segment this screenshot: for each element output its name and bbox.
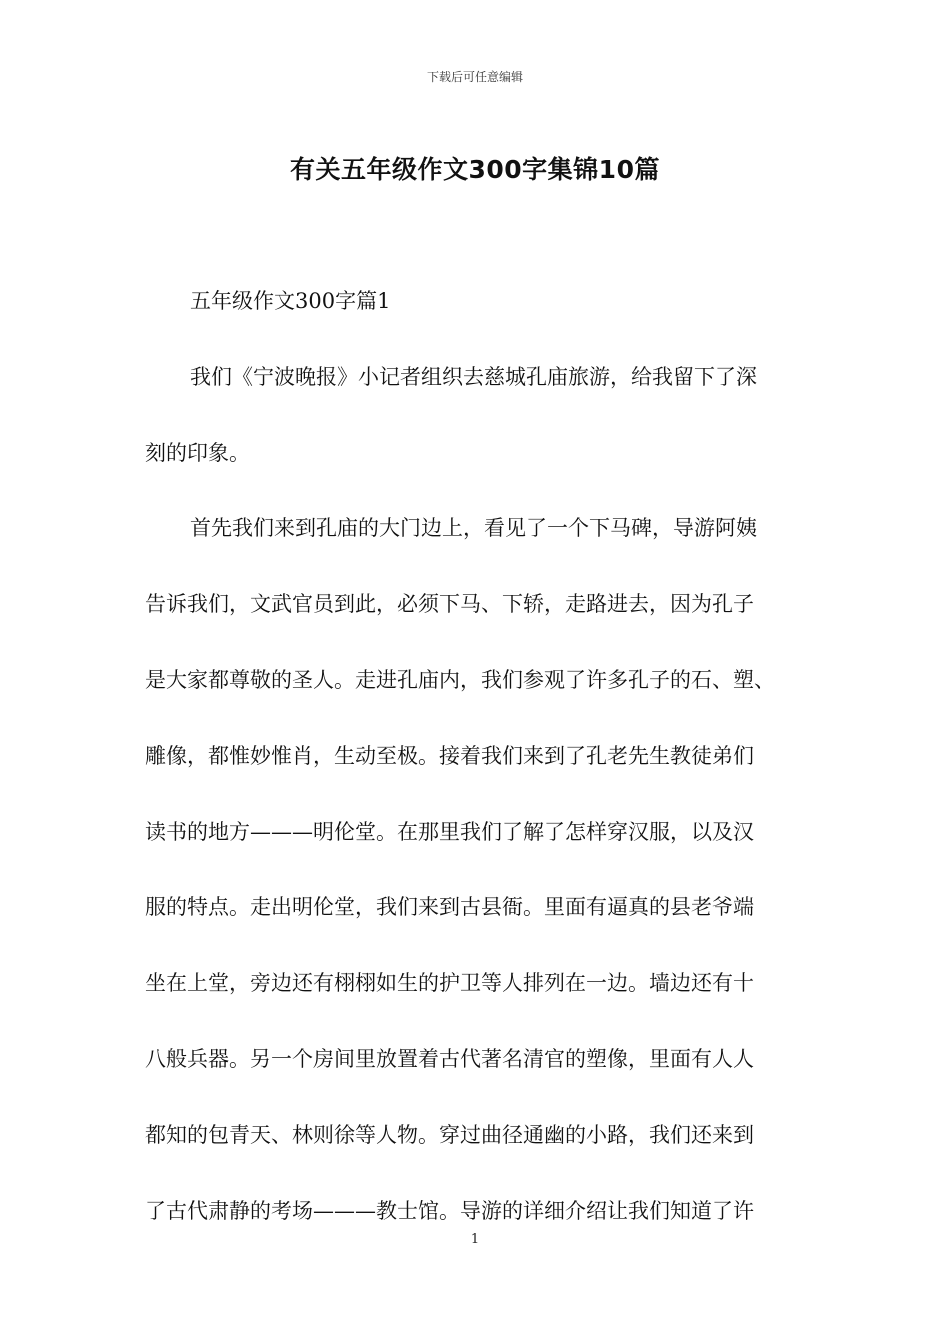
text-line: 五年级作文300字篇1: [190, 289, 391, 313]
text-line: 我们《宁波晚报》小记者组织去慈城孔庙旅游，给我留下了深: [190, 364, 757, 389]
text-line: 首先我们来到孔庙的大门边上，看见了一个下马碑，导游阿姨: [190, 516, 757, 541]
page-number: 1: [470, 1232, 480, 1247]
text-line: 告诉我们，文武官员到此，必须下马、下轿，走路进去，因为孔子: [145, 592, 754, 617]
document-body: [145, 283, 835, 1268]
text-line: 服的特点。走出明伦堂，我们来到古县衙。里面有逼真的县老爷端: [145, 895, 754, 920]
document-title: 有关五年级作文300字集锦10篇: [290, 155, 660, 184]
text-line: 坐在上堂，旁边还有栩栩如生的护卫等人排列在一边。墙边还有十: [145, 971, 754, 996]
text-line: 八般兵器。另一个房间里放置着古代著名清官的塑像，里面有人人: [145, 1046, 754, 1071]
text-line: 读书的地方———明伦堂。在那里我们了解了怎样穿汉服，以及汉: [145, 819, 754, 844]
text-line: 刻的印象。: [145, 440, 250, 465]
header-note: 下载后可任意编辑: [426, 70, 523, 84]
text-line: 都知的包青天、林则徐等人物。穿过曲径通幽的小路，我们还来到: [145, 1122, 754, 1147]
text-line: 雕像，都惟妙惟肖，生动至极。接着我们来到了孔老先生教徒弟们: [145, 743, 754, 768]
text-line: 了古代肃静的考场———教士馆。导游的详细介绍让我们知道了许: [145, 1198, 754, 1223]
text-line: 是大家都尊敬的圣人。走进孔庙内，我们参观了许多孔子的石、塑、: [145, 667, 775, 692]
